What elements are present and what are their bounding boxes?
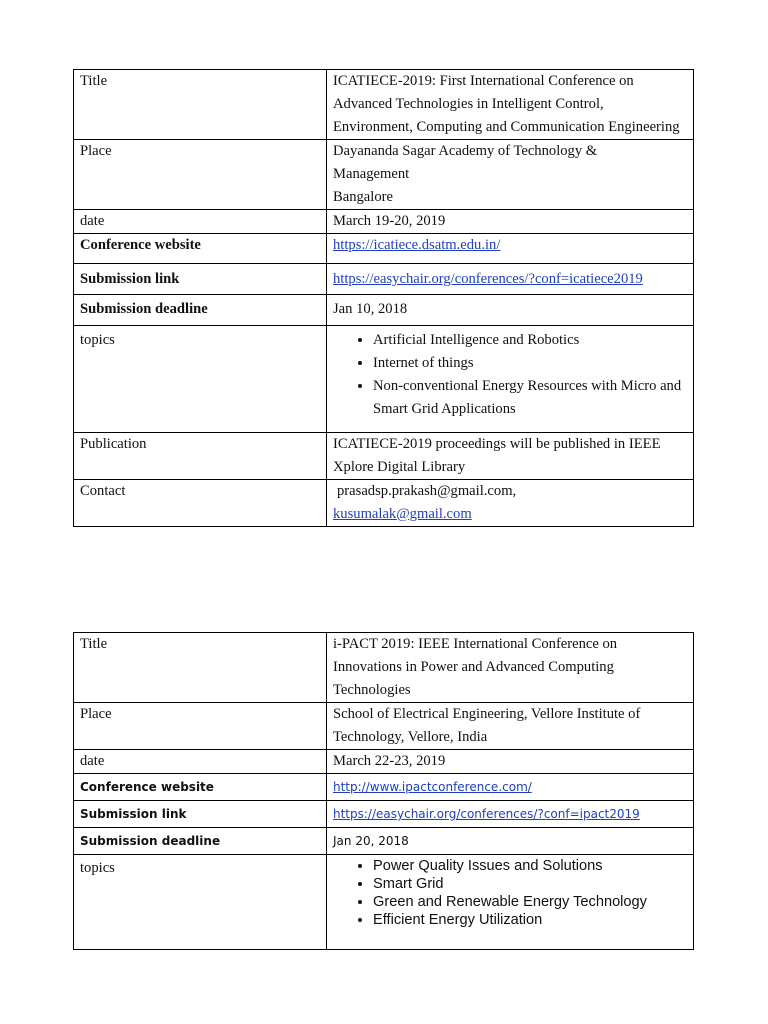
- submission-link-cell: [327, 264, 694, 295]
- deadline-value: Jan 20, 2018: [327, 828, 694, 855]
- table-row: [74, 140, 694, 210]
- table-row: [74, 70, 694, 140]
- topics-list: [333, 329, 687, 421]
- website-label: Conference website: [74, 234, 327, 264]
- website-cell: [327, 234, 694, 264]
- place-label: Place: [74, 140, 327, 210]
- submission-link-label: Submission link: [74, 801, 327, 828]
- title-value: ICATIECE-2019: First International Conference on Advanced Technologies in Intelligent Control, Environment, Computing and Communication Engineering: [327, 70, 694, 140]
- submission-link-label: Submission link: [74, 264, 327, 295]
- table-row: [74, 703, 694, 750]
- table-row: [74, 801, 694, 828]
- table-row: [74, 295, 694, 326]
- table-row: [74, 855, 694, 950]
- title-label: Title: [74, 70, 327, 140]
- list-item: • Efficient Energy Utilization: [373, 911, 687, 929]
- date-value: March 19-20, 2019: [327, 210, 694, 234]
- publication-label: Publication: [74, 433, 327, 480]
- deadline-value: Jan 10, 2018: [327, 295, 694, 326]
- list-item: • Green and Renewable Energy Technology: [373, 893, 687, 911]
- contact-cell: [327, 480, 694, 527]
- website-link[interactable]: http://www.ipactconference.com/: [333, 780, 532, 794]
- place-value: [327, 140, 694, 210]
- conference-table-ipact: [73, 632, 694, 950]
- table-row: [74, 480, 694, 527]
- table-row: [74, 234, 694, 264]
- list-item: • Internet of things: [373, 352, 687, 375]
- topics-cell: [327, 326, 694, 433]
- contact-email-link[interactable]: kusumalak@gmail.com: [333, 506, 472, 522]
- list-item: • Power Quality Issues and Solutions: [373, 857, 687, 875]
- conference-table-icatiece: [73, 69, 694, 527]
- table-row: [74, 433, 694, 480]
- website-label: Conference website: [74, 774, 327, 801]
- website-link[interactable]: https://icatiece.dsatm.edu.in/: [333, 237, 501, 253]
- date-value: March 22-23, 2019: [327, 750, 694, 774]
- place-line: Dayananda Sagar Academy of Technology &: [333, 143, 598, 159]
- deadline-label: Submission deadline: [74, 828, 327, 855]
- table-row: [74, 750, 694, 774]
- topics-list: [333, 857, 687, 929]
- date-label: date: [74, 750, 327, 774]
- topics-label: topics: [74, 855, 327, 950]
- submission-link[interactable]: https://easychair.org/conferences/?conf=ipact2019: [333, 807, 640, 821]
- place-value: School of Electrical Engineering, Vellore Institute of Technology, Vellore, India: [327, 703, 694, 750]
- submission-link-cell: [327, 801, 694, 828]
- submission-link[interactable]: https://easychair.org/conferences/?conf=icatiece2019: [333, 271, 643, 287]
- list-item: • Artificial Intelligence and Robotics: [373, 329, 687, 352]
- table-row: [74, 210, 694, 234]
- title-label: Title: [74, 633, 327, 703]
- list-item: • Smart Grid: [373, 875, 687, 893]
- publication-value: ICATIECE-2019 proceedings will be published in IEEE Xplore Digital Library: [327, 433, 694, 480]
- topics-label: topics: [74, 326, 327, 433]
- title-value: i-PACT 2019: IEEE International Conference on Innovations in Power and Advanced Computing Technologies: [327, 633, 694, 703]
- table-row: [74, 828, 694, 855]
- deadline-label: Submission deadline: [74, 295, 327, 326]
- table-row: [74, 774, 694, 801]
- list-item: • Non-conventional Energy Resources with Micro and Smart Grid Applications: [373, 375, 687, 421]
- contact-label: Contact: [74, 480, 327, 527]
- website-cell: [327, 774, 694, 801]
- place-label: Place: [74, 703, 327, 750]
- table-row: [74, 633, 694, 703]
- date-label: date: [74, 210, 327, 234]
- place-line: Management: [333, 166, 410, 182]
- contact-email: prasadsp.prakash@gmail.com,: [337, 483, 517, 499]
- table-row: [74, 326, 694, 433]
- topics-cell: [327, 855, 694, 950]
- table-row: [74, 264, 694, 295]
- place-line: Bangalore: [333, 189, 393, 205]
